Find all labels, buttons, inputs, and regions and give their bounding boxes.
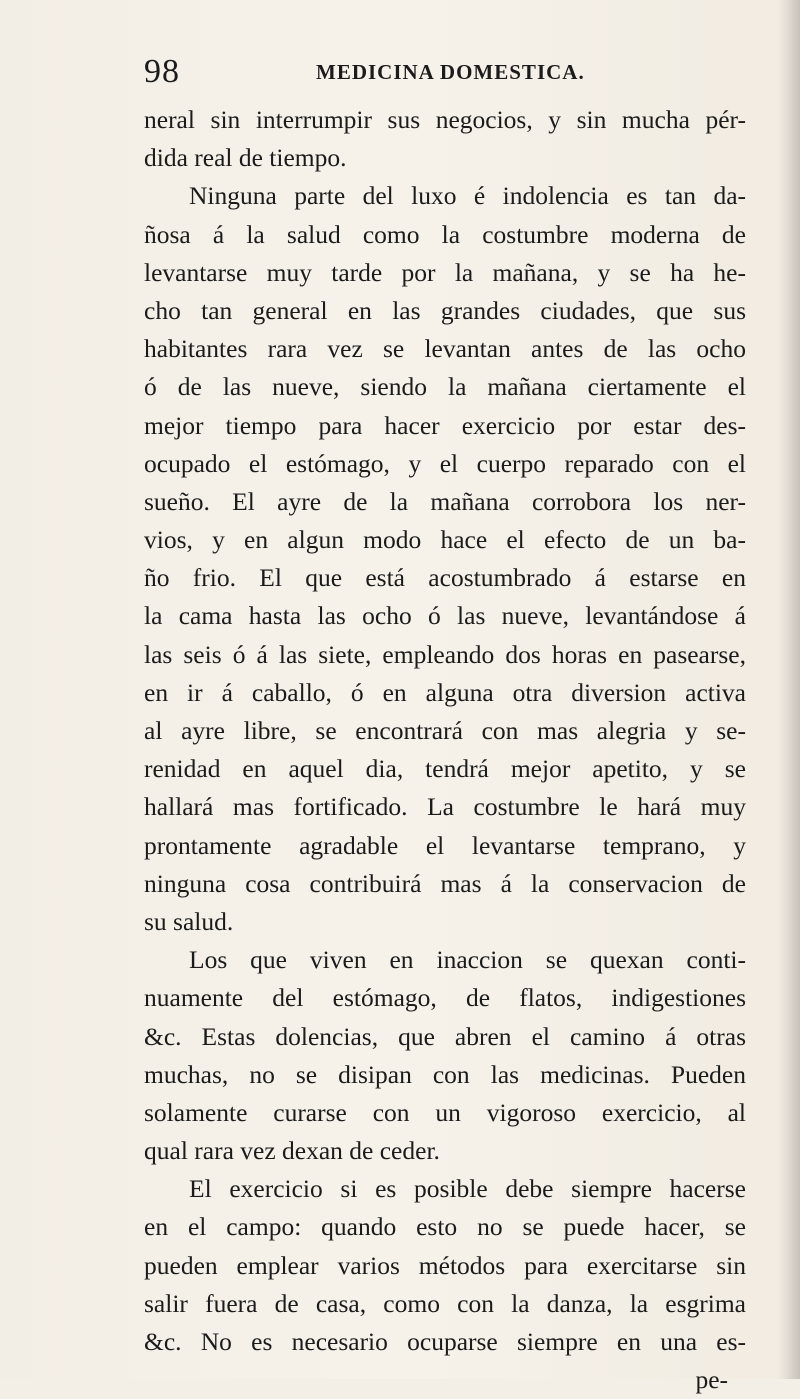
text-line: la cama hasta las ocho ó las nueve, levantándose á [144, 601, 746, 631]
text-line: solamente curarse con un vigoroso exercicio, al [144, 1097, 746, 1127]
text-line: hallará mas fortificado. La costumbre le hará muy [144, 792, 746, 822]
text-line: dida real de tiempo. [144, 143, 347, 173]
text-line: las seis ó á las siete, empleando dos horas en pasearse, [144, 639, 746, 669]
text-line: nuamente del estómago, de flatos, indigestiones [144, 983, 746, 1013]
text-line: renidad en aquel dia, tendrá mejor apetito, y se [144, 754, 746, 784]
text-line: &c. Estas dolencias, que abren el camino á otras [144, 1021, 746, 1051]
text-line: cho tan general en las grandes ciudades, que sus [144, 295, 746, 325]
text-line: vios, y en algun modo hace el efecto de un ba- [144, 525, 746, 555]
text-line: Ninguna parte del luxo é indolencia es tan da- [189, 181, 746, 211]
text-line: su salud. [144, 906, 234, 936]
text-line: salir fuera de casa, como con la danza, la esgrima [144, 1288, 746, 1318]
text-line: ño frio. El que está acostumbrado á estarse en [144, 563, 746, 593]
text-line: ó de las nueve, siendo la mañana ciertamente el [144, 372, 746, 402]
text-line: pueden emplear varios métodos para exercitarse sin [144, 1250, 746, 1280]
text-line: &c. No es necesario ocuparse siempre en una es- [144, 1327, 746, 1356]
text-line: levantarse muy tarde por la mañana, y se ha he- [144, 257, 746, 287]
page-edge-shadow [778, 0, 800, 1379]
text-line: en ir á caballo, ó en alguna otra diversion activa [144, 677, 746, 707]
text-line: muchas, no se disipan con las medicinas. Pueden [144, 1059, 746, 1089]
text-line: El exercicio si es posible debe siempre hacerse [189, 1174, 746, 1204]
text-line: ñosa á la salud como la costumbre moderna de [144, 219, 746, 249]
page-number: 98 [144, 53, 180, 90]
text-line: al ayre libre, se encontrará con mas alegria y se- [144, 716, 746, 745]
text-line: ocupado el estómago, y el cuerpo reparado con el [144, 448, 746, 478]
running-title: MEDICINA DOMESTICA. [316, 60, 585, 84]
text-line: neral sin interrumpir sus negocios, y sin mucha pér- [144, 105, 746, 134]
running-head [144, 52, 744, 92]
body-text [144, 101, 746, 1399]
text-line: en el campo: quando esto no se puede hacer, se [144, 1212, 746, 1242]
text-line: habitantes rara vez se levantan antes de las ocho [144, 334, 746, 364]
text-line: mejor tiempo para hacer exercicio por estar des- [144, 410, 746, 440]
text-line: Los que viven en inaccion se quexan conti- [189, 945, 746, 975]
text-line: ninguna cosa contribuirá mas á la conservacion de [144, 868, 746, 898]
text-line: sueño. El ayre de la mañana corrobora los ner- [144, 486, 746, 516]
text-line: prontamente agradable el levantarse temprano, y [144, 830, 746, 860]
catchword: pe- [695, 1365, 728, 1395]
text-line: qual rara vez dexan de ceder. [144, 1136, 440, 1166]
